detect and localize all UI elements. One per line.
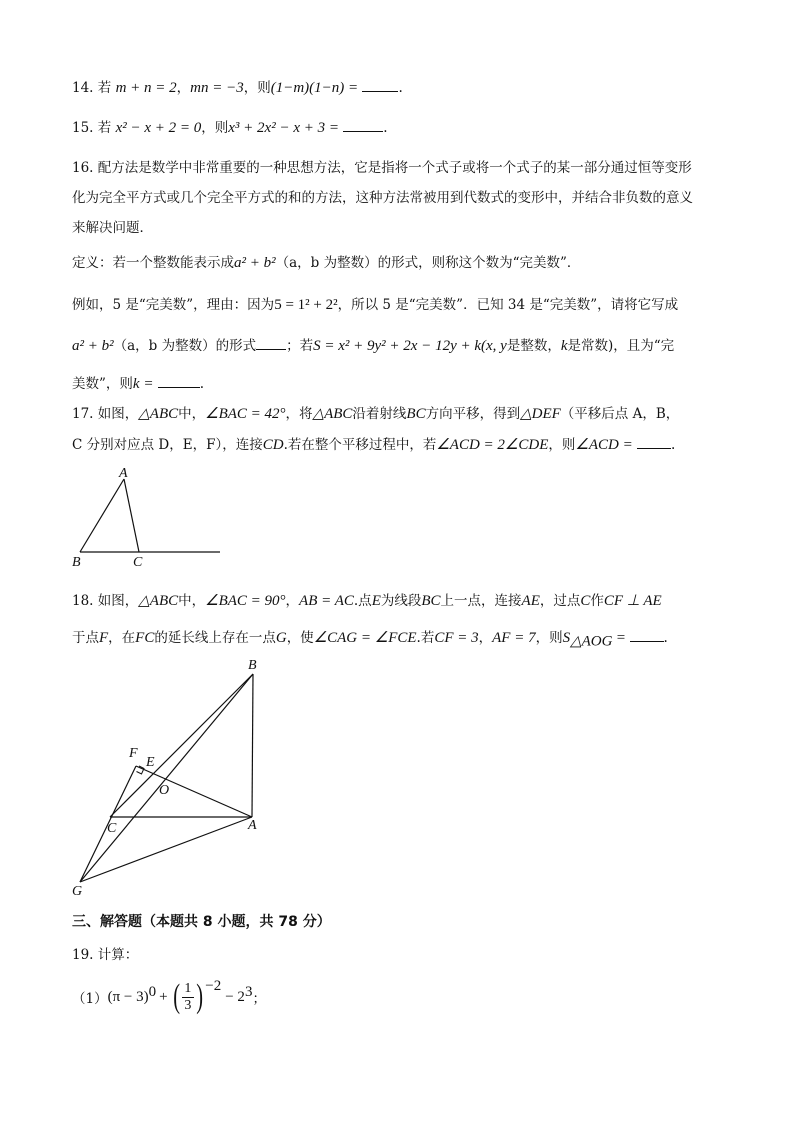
question-16-line-2: 化为完全平方式或几个完全平方式的和的方法，这种方法常被用到代数式的变形中，并结合非负数的意义 (72, 190, 693, 206)
label-f: F (129, 746, 138, 761)
label-b: B (248, 658, 257, 673)
label-c: C (107, 821, 117, 836)
question-18-line-2: 于点F，在FC的延长线上存在一点G，使∠CAG = ∠FCE.若CF = 3，AF = 7，则$S_{\triangle AOG}$ = . (72, 626, 668, 651)
segment-ac (124, 479, 139, 552)
answer-blank[interactable] (256, 335, 286, 350)
answer-blank[interactable] (362, 77, 398, 92)
figure-q17-triangle (66, 462, 226, 572)
question-16-example: 例如，5 是“完美数”，理由：因为5 = 1² + 2²，所以 5 是“完美数”．已知 34 是“完美数”，请将它写成 (72, 297, 679, 313)
label-e: E (146, 755, 155, 770)
label-g: G (72, 884, 83, 899)
question-16-definition: 定义：若一个整数能表示成a² + b²（a，b 为整数）的形式，则称这个数为“完美数”． (72, 255, 581, 271)
label-b: B (72, 555, 81, 570)
question-16-line-1: 16. 配方法是数学中非常重要的一种思想方法，它是指将一个式子或将一个式子的某一部分通过恒等变形 (72, 160, 692, 176)
question-19: 19. 计算： (72, 947, 139, 963)
segment-ab (252, 674, 253, 817)
segment-ab (80, 479, 124, 552)
question-15: 15. 若 x² − x + 2 = 0，则x³ + 2x² − x + 3 = . (72, 116, 388, 137)
question-17-line-1: 17. 如图，△ABC中，∠BAC = 42°，将△ABC沿着射线BC方向平移，得到△DEF（平移后点 A，B， (72, 406, 680, 422)
label-c: C (133, 555, 143, 570)
figure-q18-diagram (66, 654, 266, 900)
segment-ga (80, 817, 252, 882)
section-heading: 三、解答题（本题共 8 小题，共 78 分） (72, 914, 331, 930)
fraction-paren: ( 1 3 ) (172, 978, 203, 1015)
question-16-line-3: 来解决问题． (72, 220, 153, 236)
segment-bg (80, 674, 253, 882)
question-17-line-2: C 分别对应点 D，E，F），连接CD.若在整个平移过程中，若∠ACD = 2∠CDE，则∠ACD = . (72, 433, 675, 454)
label-o: O (159, 783, 170, 798)
question-19-part-1: （1） (π − 3) 0 + ( 1 3 ) −2 − 2 3 ； (72, 978, 266, 1015)
answer-blank[interactable] (158, 373, 200, 388)
question-16-line-7: 美数”，则k = . (72, 372, 204, 393)
label-a: A (248, 818, 257, 833)
question-18-line-1: 18. 如图，△ABC中，∠BAC = 90°，AB = AC.点E为线段BC上一点，连接AE，过点C作CF ⊥ AE (72, 593, 662, 609)
answer-blank[interactable] (637, 434, 671, 449)
question-16-line-6: a² + b²（a，b 为整数）的形式 ；若S = x² + 9y² + 2x − 12y + k(x, y是整数，k是常数)，且为“完 (72, 334, 674, 355)
answer-blank[interactable] (343, 117, 383, 132)
segment-fa (136, 766, 252, 817)
answer-blank[interactable] (630, 627, 664, 642)
label-a: A (119, 466, 128, 481)
question-14: 14. 若 m + n = 2，mn = −3，则(1−m)(1−n) = . (72, 76, 403, 97)
